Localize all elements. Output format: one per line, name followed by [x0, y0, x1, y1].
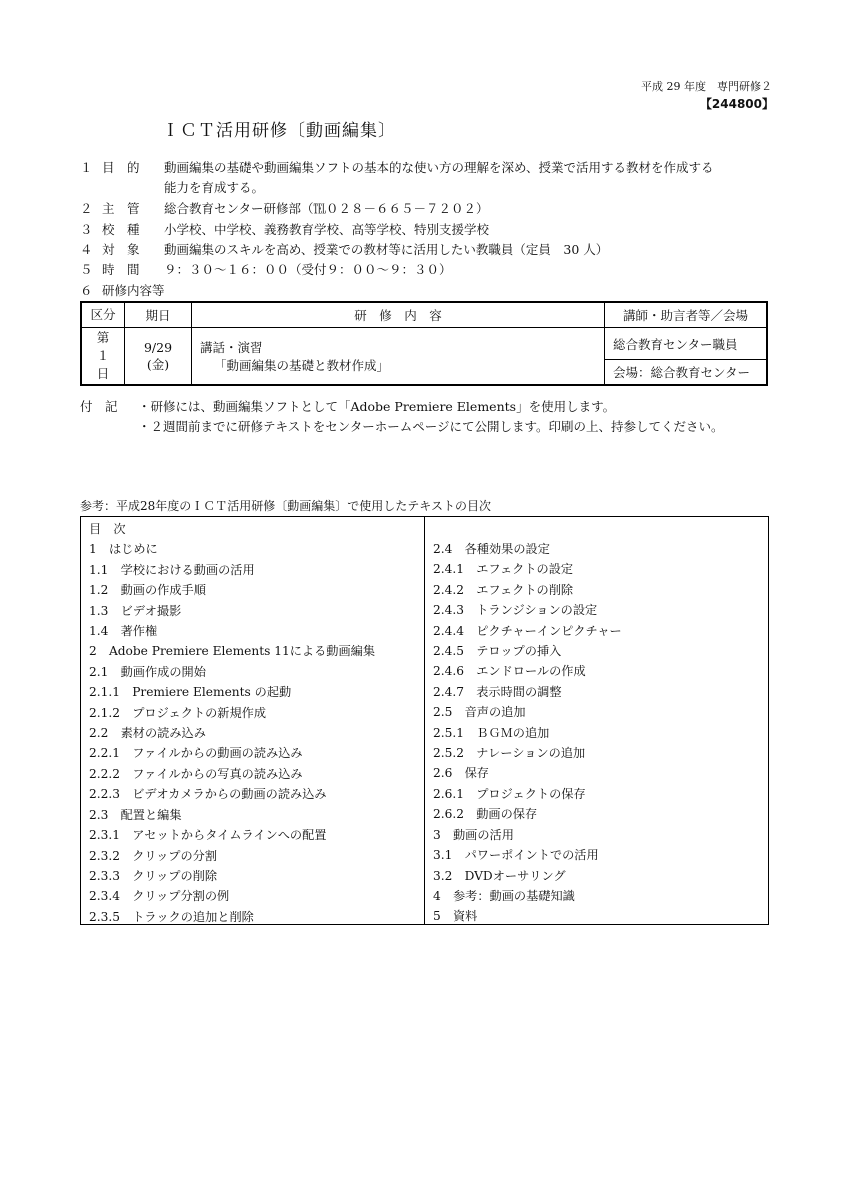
section-purpose	[80, 157, 714, 178]
toc-item: 2.5.2 ナレーションの追加	[433, 746, 586, 761]
toc-item: 4 参考：動画の基礎知識	[433, 888, 575, 903]
toc-item: 1.3 ビデオ撮影	[89, 603, 182, 618]
section-number: ６	[80, 283, 93, 298]
header-instructor: 講師・助言者等／会場	[605, 302, 768, 328]
toc-right-column	[433, 539, 622, 927]
section-number: ５	[80, 262, 93, 277]
toc-item: 3 動画の活用	[433, 827, 514, 842]
day-cell	[81, 328, 125, 386]
date-value: 9/29	[143, 339, 173, 355]
toc-item: 2.5.1 ＢＧＭの追加	[433, 725, 550, 740]
toc-item: 2.6.2 動画の保存	[433, 807, 538, 822]
toc-item: 2.2.3 ビデオカメラからの動画の読み込み	[89, 787, 327, 802]
section-label: 目 的	[102, 160, 140, 175]
toc-item: 3.1 パワーポイントでの活用	[433, 848, 599, 863]
section-value: 総合教育センター研修部（℡０２８－６６５－７２０２）	[164, 201, 489, 216]
date-cell	[125, 328, 192, 386]
section-label: 時 間	[102, 262, 140, 277]
header-division: 区分	[81, 302, 125, 328]
toc-left-column	[89, 519, 375, 927]
section-number: ４	[80, 242, 93, 257]
section-value: 動画編集の基礎や動画編集ソフトの基本的な使い方の理解を深め、授業で活用する教材を作成する	[164, 160, 714, 175]
schedule-table	[80, 301, 768, 386]
toc-item: 2.6 保存	[433, 766, 489, 781]
course-code: 【244800】	[699, 97, 774, 111]
section-value: 動画編集のスキルを高め、授業での教材等に活用したい教職員（定員 30 人）	[164, 242, 609, 257]
notes-label: 付 記	[80, 399, 118, 414]
section-purpose-continued: 能力を育成する。	[164, 180, 265, 195]
section-label: 主 管	[102, 201, 140, 216]
section-number: １	[80, 160, 93, 175]
toc-title: 目 次	[89, 522, 126, 536]
header-date: 期日	[125, 302, 192, 328]
section-label: 校 種	[102, 222, 140, 237]
toc-item: 2.3.4 クリップ分割の例	[89, 889, 230, 904]
toc-item: 2.3.3 クリップの削除	[89, 868, 218, 883]
section-number: ３	[80, 222, 93, 237]
table-row	[81, 328, 767, 360]
section-target	[80, 239, 608, 260]
toc-item: 2.6.1 プロジェクトの保存	[433, 786, 586, 801]
day-label: 日	[96, 366, 110, 381]
page-title: ＩＣＴ活用研修〔動画編集〕	[162, 121, 396, 141]
toc-item: 2.1 動画作成の開始	[89, 664, 206, 679]
toc-item: 2.2.1 ファイルからの動画の読み込み	[89, 746, 303, 761]
toc-item: 1.4 著作権	[89, 624, 158, 639]
toc-item: 2.4.7 表示時間の調整	[433, 684, 562, 699]
section-organizer	[80, 198, 489, 219]
toc-table	[80, 516, 769, 925]
header-year-label: 平成 29 年度 専門研修２	[641, 80, 772, 93]
toc-divider	[424, 517, 425, 924]
section-label: 対 象	[102, 242, 140, 257]
venue-cell: 会場：総合教育センター	[605, 360, 768, 386]
toc-item: 2.5 音声の追加	[433, 705, 526, 720]
toc-item: 2.4.6 エンドロールの作成	[433, 664, 586, 679]
section-value: 小学校、中学校、義務教育学校、高等学校、特別支援学校	[164, 222, 490, 237]
note-item: ・２週間前までに研修テキストをセンターホームページにて公開します。印刷の上、持参してください。	[138, 419, 724, 434]
toc-item: 5 資料	[433, 909, 478, 924]
toc-item: 2.4.3 トランジションの設定	[433, 603, 598, 618]
toc-item: 2 Adobe Premiere Elements 11による動画編集	[89, 644, 376, 659]
toc-item: 2.1.2 プロジェクトの新規作成	[89, 705, 267, 720]
day-label: １	[96, 348, 110, 363]
note-item: ・研修には、動画編集ソフトとして「Adobe Premiere Elements」を使用します。	[138, 399, 616, 414]
section-content	[80, 280, 165, 301]
reference-caption: 参考：平成28年度のＩＣＴ活用研修〔動画編集〕で使用したテキストの目次	[80, 499, 492, 513]
table-header-row	[81, 302, 767, 328]
toc-item: 2.4.4 ピクチャーインピクチャー	[433, 623, 622, 638]
content-line: 「動画編集の基礎と教材作成」	[214, 358, 390, 373]
section-school-types	[80, 219, 489, 240]
toc-item: 2.3 配置と編集	[89, 807, 182, 822]
toc-item: 2.3.2 クリップの分割	[89, 848, 218, 863]
weekday-value: (金)	[146, 356, 170, 372]
toc-item: 3.2 DVDオーサリング	[433, 868, 566, 883]
header-content: 研 修 内 容	[192, 302, 605, 328]
day-label: 第	[96, 330, 110, 345]
section-value: ９：３０～１６：００（受付９：００～９：３０）	[164, 262, 452, 277]
toc-item: 2.3.5 トラックの追加と削除	[89, 909, 254, 924]
toc-item: 2.2 素材の読み込み	[89, 726, 206, 741]
toc-item: 1.2 動画の作成手順	[89, 583, 206, 598]
content-cell	[192, 328, 605, 386]
toc-item: 2.2.2 ファイルからの写真の読み込み	[89, 766, 303, 781]
section-label: 研修内容等	[102, 283, 165, 298]
toc-item: 2.4.1 エフェクトの設定	[433, 562, 574, 577]
toc-item: 2.1.1 Premiere Elements の起動	[89, 685, 292, 700]
content-line: 講話・演習	[200, 340, 263, 355]
toc-item: 2.4 各種効果の設定	[433, 542, 550, 556]
toc-item: 2.4.2 エフェクトの削除	[433, 582, 574, 597]
section-time	[80, 259, 452, 280]
notes	[80, 396, 615, 417]
instructor-cell: 総合教育センター職員	[605, 328, 768, 360]
toc-item: 2.4.5 テロップの挿入	[433, 644, 562, 659]
section-number: ２	[80, 201, 93, 216]
toc-item: 2.3.1 アセットからタイムラインへの配置	[89, 828, 327, 843]
toc-item: 1.1 学校における動画の活用	[89, 562, 255, 577]
toc-item: 1 はじめに	[89, 542, 158, 557]
